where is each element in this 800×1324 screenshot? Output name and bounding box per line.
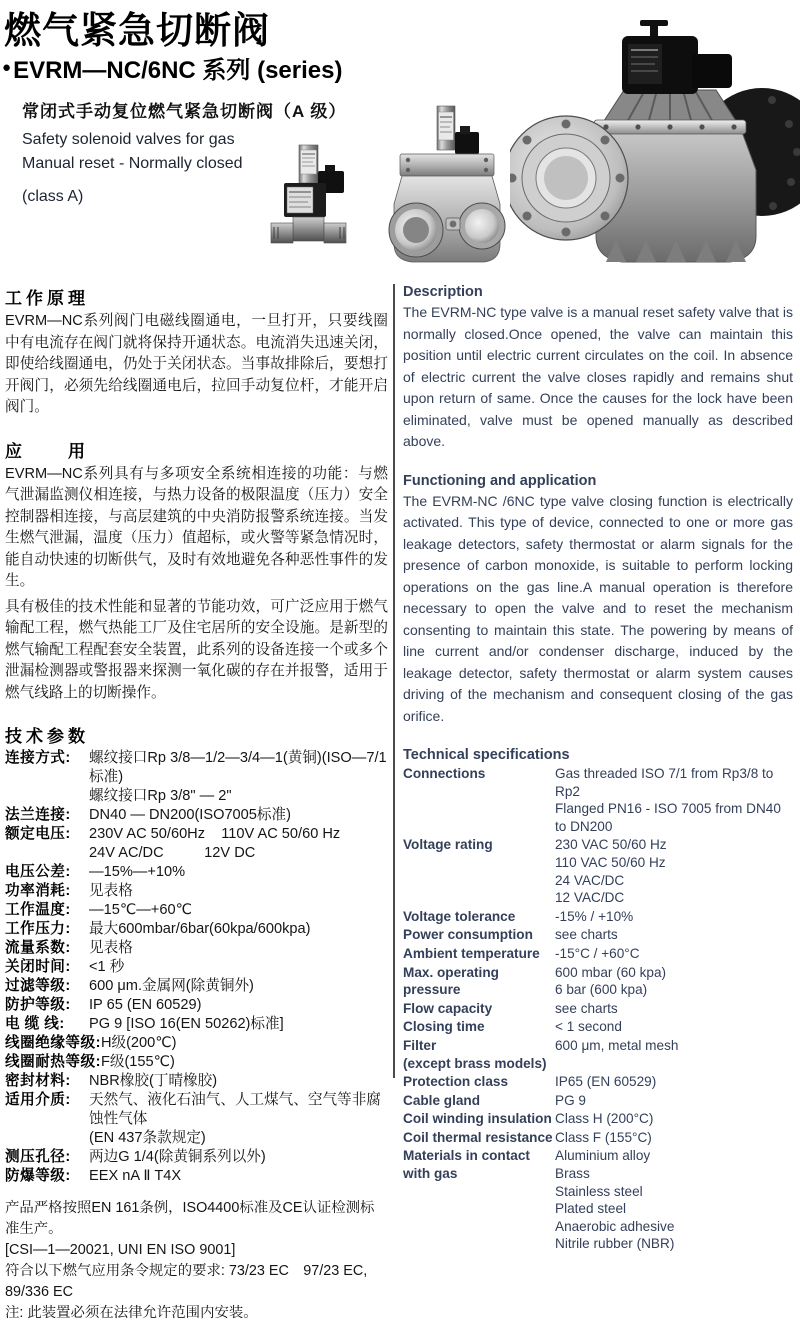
spec-row: [5, 1053, 388, 1072]
spec-value: 600 μm, metal mesh: [555, 1037, 679, 1053]
spec-value: (EN 437条款规定): [89, 1130, 206, 1146]
compliance-notes: [5, 1198, 388, 1324]
section-working-principle: [5, 284, 388, 419]
spec-value: 600 mbar (60 kpa): [555, 964, 667, 980]
spec-value: 见表格: [89, 883, 133, 899]
spec-values: [89, 1091, 388, 1148]
column-divider: [393, 284, 395, 1078]
spec-label: Flow capacity: [403, 1000, 493, 1016]
spec-values: [89, 1015, 388, 1034]
spec-label: Cable gland: [403, 1092, 481, 1108]
spec-values: [89, 825, 388, 863]
spec-row: [5, 901, 388, 920]
spec-row: [403, 964, 793, 999]
application-heading: 应 用: [5, 441, 89, 461]
section-tech-params: [5, 722, 388, 1186]
spec-value: PG 9 [ISO 16(EN 50262)标准]: [89, 1016, 284, 1032]
spec-label: 电压公差:: [5, 864, 71, 880]
spec-values: [89, 901, 388, 920]
spec-values: [555, 1037, 793, 1072]
application-body-2: 具有极佳的技术性能和显著的节能功效，可广泛应用于燃气输配工程，燃气热能工厂及住宅居所的安全设施。是新型的燃气输配工程配套安全装置，此系列的设备连接一个或多个泄漏检测器或警报器来探测一氧化碳的存在并报警，适用于燃气线路上的切断操作。: [5, 598, 388, 701]
large-valve-photo: [510, 20, 800, 276]
spec-row: [5, 920, 388, 939]
spec-values: [555, 945, 793, 963]
spec-label: 工作压力:: [5, 921, 71, 937]
spec-row: [5, 1167, 388, 1186]
series-title-text: EVRM—NC/6NC 系列 (series): [13, 57, 343, 84]
spec-values: [555, 964, 793, 999]
spec-values: [89, 1148, 388, 1167]
spec-values: [555, 1110, 793, 1128]
spec-label: Coil thermal resistance: [403, 1129, 553, 1145]
functioning-heading: Functioning and application: [403, 472, 597, 489]
spec-row: [5, 806, 388, 825]
spec-row: [403, 1147, 793, 1253]
spec-value: F级(155℃): [100, 1054, 175, 1070]
section-tech-specs: [403, 747, 793, 1253]
application-body-1: EVRM—NC系列具有与多项安全系统相连接的功能：与燃气泄漏监测仪相连接，与热力设备的极限温度（压力）安全控制器相连接，与高层建筑的中央消防报警系统连接。当发生燃气泄漏，温度（压力）值超标，或火警等紧急情况时，能自动快速的切断供气，及时有效地避免各种恶性事件的发生。: [5, 465, 388, 589]
spec-value: 24 VAC/DC: [555, 872, 625, 888]
section-application: [5, 437, 388, 705]
spec-row: [403, 1018, 793, 1036]
spec-value: Class F (155°C): [555, 1129, 652, 1145]
spec-label: 流量系数:: [5, 940, 71, 956]
compliance-note-line: 符合以下燃气应用条令规定的要求: 73/23 EC 97/23 EC, 89/336 EC: [5, 1263, 368, 1300]
spec-value: Class H (200°C): [555, 1111, 654, 1127]
spec-label: 工作温度:: [5, 902, 71, 918]
spec-value: -15°C / +60°C: [555, 945, 640, 961]
spec-label-line2: with gas: [403, 1166, 458, 1182]
section-description: [403, 284, 793, 453]
spec-value: H级(200℃): [100, 1035, 177, 1051]
right-column: [403, 284, 793, 1254]
spec-label: 线圈绝缘等级:: [5, 1035, 101, 1051]
spec-row: [403, 945, 793, 963]
spec-label: 防爆等级:: [5, 1168, 71, 1184]
spec-value: 两边G 1/4(除黄铜系列以外): [89, 1149, 266, 1165]
spec-label: Coil winding insulation: [403, 1111, 552, 1127]
spec-label: 法兰连接:: [5, 807, 71, 823]
spec-label: Filter (except brass models): [403, 1037, 555, 1072]
spec-row: [403, 1037, 793, 1072]
spec-value: 600 μm.金属网(除黄铜外): [89, 978, 254, 994]
spec-row: [5, 939, 388, 958]
spec-values: [555, 1000, 793, 1018]
spec-row: [403, 836, 793, 906]
spec-label: 测压孔径:: [5, 1149, 71, 1165]
spec-values: [89, 863, 388, 882]
spec-label: 防护等级:: [5, 997, 71, 1013]
spec-value: 12 VAC/DC: [555, 890, 625, 906]
spec-values: [89, 939, 388, 958]
spec-value: Brass: [555, 1166, 590, 1182]
spec-value: PG 9: [555, 1092, 586, 1108]
spec-row: [5, 1072, 388, 1091]
spec-row: [403, 1129, 793, 1147]
spec-value: Gas threaded ISO 7/1 from Rp3/8 to Rp2: [555, 766, 778, 799]
page-title: 燃气紧急切断阀: [4, 10, 270, 51]
spec-label: Connections: [403, 766, 486, 781]
spec-values: [89, 749, 388, 806]
spec-value: EEX nA Ⅱ T4X: [89, 1168, 182, 1184]
spec-label: 过滤等级:: [5, 978, 71, 994]
spec-value: Nitrile rubber (NBR): [555, 1236, 675, 1252]
spec-values: [89, 958, 388, 977]
spec-value: 螺纹接口Rp 3/8" — 2": [89, 788, 232, 804]
tech-specs-heading: Technical specifications: [403, 747, 570, 763]
small-valve-photo: [268, 143, 350, 267]
spec-values: [89, 996, 388, 1015]
spec-values: [555, 1147, 793, 1253]
compliance-note-line: 注: 此装置必须在法律允许范围内安装。: [5, 1305, 258, 1321]
spec-label: 功率消耗:: [5, 883, 71, 899]
spec-value: see charts: [555, 927, 618, 943]
spec-value: Anaerobic adhesive: [555, 1218, 675, 1234]
spec-values: [89, 806, 388, 825]
spec-row: [5, 882, 388, 901]
left-column: [5, 284, 388, 1324]
spec-values: [89, 977, 388, 996]
spec-label: Materials in contact with gas: [403, 1147, 555, 1253]
spec-value: IP 65 (EN 60529): [89, 997, 202, 1013]
spec-row: [403, 1000, 793, 1018]
spec-row: [403, 926, 793, 944]
spec-row: [403, 1073, 793, 1091]
spec-values: [555, 1018, 793, 1036]
spec-value: -15% / +10%: [555, 908, 634, 924]
section-functioning: [403, 473, 793, 728]
medium-valve-photo: [388, 104, 508, 274]
spec-row: [5, 996, 388, 1015]
spec-value: Stainless steel: [555, 1183, 643, 1199]
spec-value: NBR橡胶(丁晴橡胶): [89, 1073, 218, 1089]
spec-row: [403, 1092, 793, 1110]
spec-values: [555, 926, 793, 944]
spec-values: [555, 1129, 793, 1147]
spec-row: [5, 958, 388, 977]
spec-label: 密封材料:: [5, 1073, 71, 1089]
spec-value: Aluminium alloy: [555, 1148, 651, 1164]
working-principle-heading: 工作原理: [5, 289, 89, 308]
compliance-note-line: 产品严格按照EN 161条例，ISO4400标准及CE认证检测标准生产。: [5, 1200, 375, 1237]
spec-row: [5, 1034, 388, 1053]
spec-row: [5, 1015, 388, 1034]
spec-value: IP65 (EN 60529): [555, 1074, 657, 1090]
spec-values: [555, 836, 793, 906]
spec-value: 见表格: [89, 940, 133, 956]
spec-values: [89, 882, 388, 901]
spec-label: 电 缆 线:: [5, 1016, 65, 1032]
spec-label: Closing time: [403, 1019, 485, 1035]
intro-line-cn: 常闭式手动复位燃气紧急切断阀（A 级）: [22, 102, 347, 121]
spec-label-line2: (except brass models): [403, 1055, 547, 1071]
spec-value: DN40 — DN200(ISO7005标准): [89, 807, 291, 823]
spec-label: 连接方式:: [5, 750, 71, 766]
spec-value: 230 VAC 50/60 Hz: [555, 837, 667, 853]
spec-value: Flanged PN16 - ISO 7005 from DN40 to DN200: [555, 801, 785, 834]
spec-value: see charts: [555, 1000, 618, 1016]
spec-values: [101, 1053, 388, 1072]
tech-specs-table: [403, 765, 793, 1253]
spec-label: Voltage tolerance: [403, 908, 516, 924]
spec-row: [5, 1091, 388, 1148]
spec-value: —15℃—+60℃: [89, 902, 192, 918]
working-principle-body: EVRM—NC系列阀门电磁线圈通电，一旦打开，只要线圈中有电流存在阀门就将保持开通状态。电流消失迅速关闭，即使给线圈通电，仍处于关闭状态。当事故排除后，要想打开阀门，必须先给线圈通电后，拉回手动复位杆，才能开启阀门。: [5, 313, 388, 415]
spec-label: Protection class: [403, 1074, 509, 1090]
spec-value: 螺纹接口Rp 3/8—1/2—3/4—1(黄铜)(ISO—7/1标准): [89, 750, 387, 785]
functioning-body: The EVRM-NC /6NC type valve closing function is electrically activated. This type of device, connected to one or more gas leakage detectors, safety thermostat or alarm signals for the presence of carbon monoxide, is suitable to perform locking operations on the gas line.A manual operation is therefore necessary to open the valve and to reset the mechanism consenting to maintain this state. The powering by means of line current and/or condenser discharge, induced by the leakage detector, safety thermostat or alarm system causes driving of the mechanism and consequent closing of the gas orifice.: [403, 492, 793, 724]
spec-row: [5, 749, 388, 806]
spec-row: [5, 1148, 388, 1167]
spec-value: <1 秒: [89, 959, 125, 975]
spec-values: [101, 1034, 388, 1053]
spec-label: 额定电压:: [5, 826, 71, 842]
spec-label: Max. operating pressure: [403, 964, 499, 998]
spec-label: Voltage rating: [403, 837, 493, 853]
spec-row: [403, 908, 793, 926]
spec-values: [89, 1072, 388, 1091]
spec-label: 关闭时间:: [5, 959, 71, 975]
spec-value: 110 VAC 50/60 Hz: [555, 854, 666, 870]
spec-value: 230V AC 50/60Hz 110V AC 50/60 Hz: [89, 826, 341, 842]
tech-params-heading: 技术参数: [5, 727, 89, 746]
spec-values: [555, 1092, 793, 1110]
spec-row: [403, 1110, 793, 1128]
spec-value: < 1 second: [555, 1019, 622, 1035]
spec-values: [555, 908, 793, 926]
intro-line-en3: (class A): [22, 188, 84, 205]
spec-values: [89, 1167, 388, 1186]
spec-value: —15%—+10%: [89, 864, 186, 880]
spec-value: 6 bar (600 kpa): [555, 982, 648, 998]
spec-label: Ambient temperature: [403, 945, 540, 961]
spec-label: Power consumption: [403, 927, 533, 943]
intro-line-en1: Safety solenoid valves for gas: [22, 131, 235, 148]
tech-params-table: [5, 749, 388, 1186]
intro-line-en2: Manual reset - Normally closed: [22, 155, 243, 172]
spec-label: 适用介质:: [5, 1092, 71, 1108]
spec-row: [403, 765, 793, 835]
spec-value: 最大600mbar/6bar(60kpa/600kpa): [89, 921, 311, 937]
series-title: [2, 50, 342, 85]
spec-value: 天然气、液化石油气、人工煤气、空气等非腐蚀性气体: [89, 1092, 381, 1127]
bullet-icon: ●: [2, 59, 12, 76]
spec-value: Plated steel: [555, 1201, 627, 1217]
spec-values: [555, 1073, 793, 1091]
spec-label: 线圈耐热等级:: [5, 1054, 101, 1070]
compliance-note-line: [CSI—1—20021, UNI EN ISO 9001]: [5, 1242, 236, 1258]
spec-row: [5, 977, 388, 996]
description-body: The EVRM-NC type valve is a manual reset safety valve that is normally closed.Once opened, the valve can maintain this position until electric current circulates on the coil. In absence of electric current the valve closes rapidly and remains shut upon return of same. Once the causes for the lock have been eliminated, valve must be opened manually as described above.: [403, 304, 793, 449]
spec-values: [89, 920, 388, 939]
description-heading: Description: [403, 284, 483, 300]
spec-row: [5, 863, 388, 882]
spec-values: [555, 765, 793, 835]
spec-value: 24V AC/DC 12V DC: [89, 845, 256, 861]
spec-row: [5, 825, 388, 863]
